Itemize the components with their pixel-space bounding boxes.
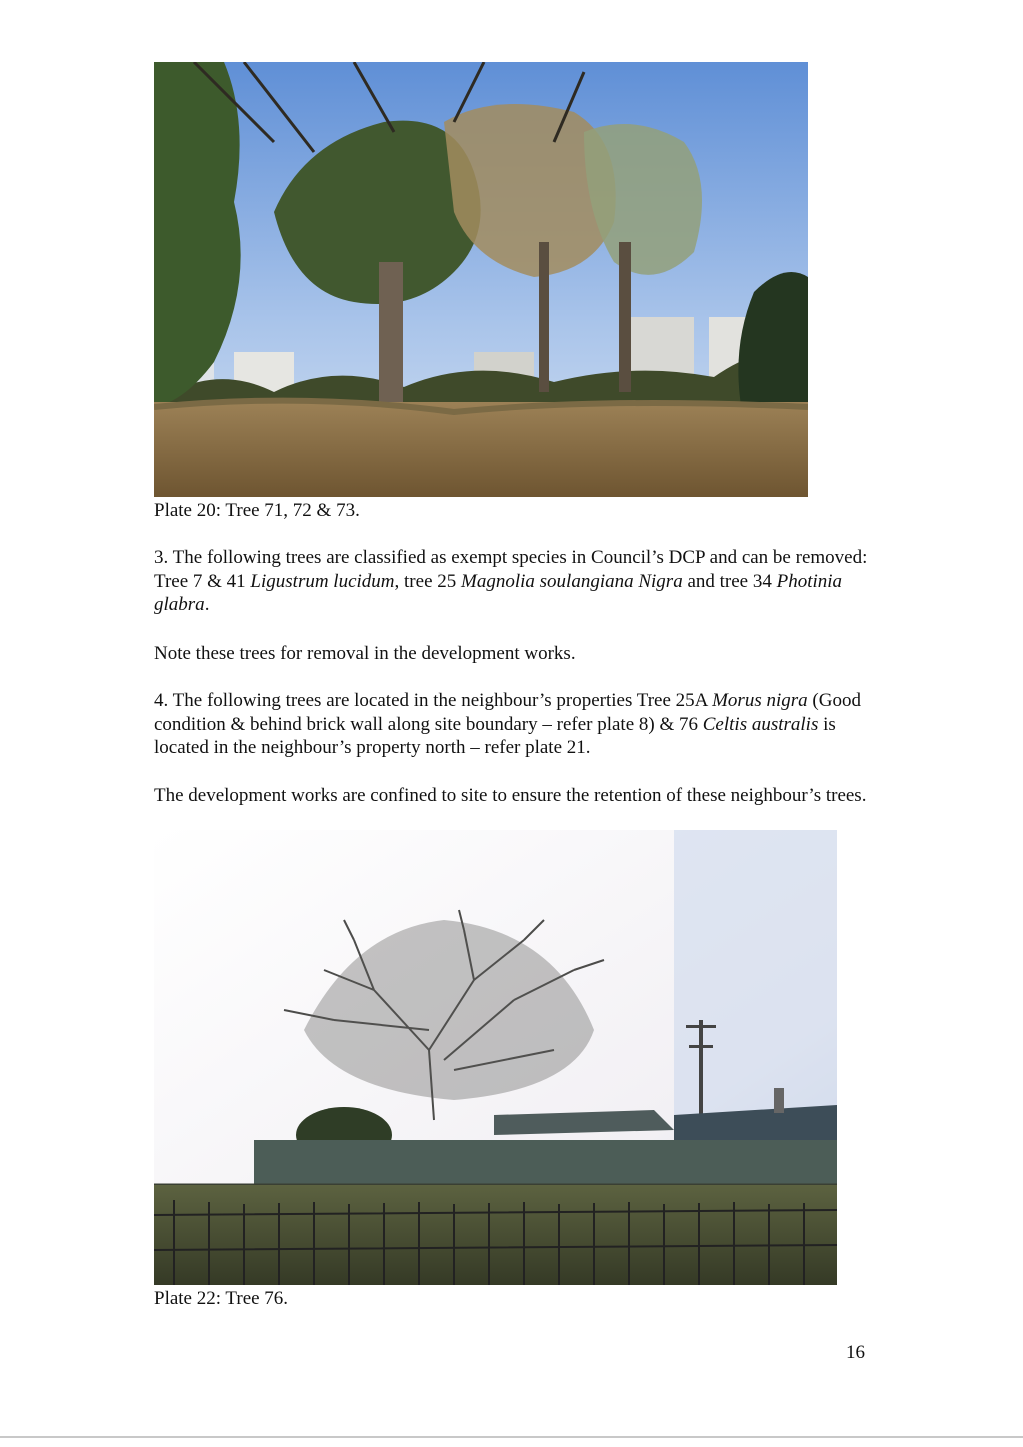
species-ligustrum: Ligustrum lucidum [250, 570, 395, 592]
plate-20-photo [154, 62, 808, 497]
species-photinia: Photinia glabra [154, 570, 843, 615]
paragraph-retention: The development works are confined to site to ensure the retention of these neighbour’s trees. [154, 785, 867, 806]
plate-22-photo [154, 830, 837, 1285]
species-magnolia: Magnolia soulangiana Nigra [461, 570, 683, 592]
species-morus: Morus nigra [712, 690, 808, 711]
paragraph-exempt-species [154, 546, 874, 617]
para1-text-2: , tree 25 [394, 570, 462, 592]
plate-22-caption: Plate 22: Tree 76. [154, 1288, 289, 1309]
para1-text-4: . [204, 594, 210, 615]
page-number: 16 [846, 1342, 865, 1363]
paragraph-neighbour-trees [154, 689, 874, 760]
para3-text-3: is located in the neighbour’s property north – refer plate 21. [154, 713, 836, 758]
page-edge-divider [0, 1436, 1023, 1438]
species-celtis: Celtis australis [702, 713, 819, 735]
para1-text-1: 3. The following trees are classified as exempt species in Council’s DCP and can be removed: Tree 7 & 41 [154, 547, 868, 592]
para3-text-1: 4. The following trees are located in the neighbour’s properties Tree 25A [154, 690, 713, 711]
paragraph-removal-note: Note these trees for removal in the development works. [154, 643, 576, 664]
plate-20-caption: Plate 20: Tree 71, 72 & 73. [154, 500, 360, 521]
para3-text-2: (Good condition & behind brick wall along site boundary – refer plate 8) & 76 [154, 690, 861, 735]
para1-text-3: and tree 34 [682, 570, 777, 592]
